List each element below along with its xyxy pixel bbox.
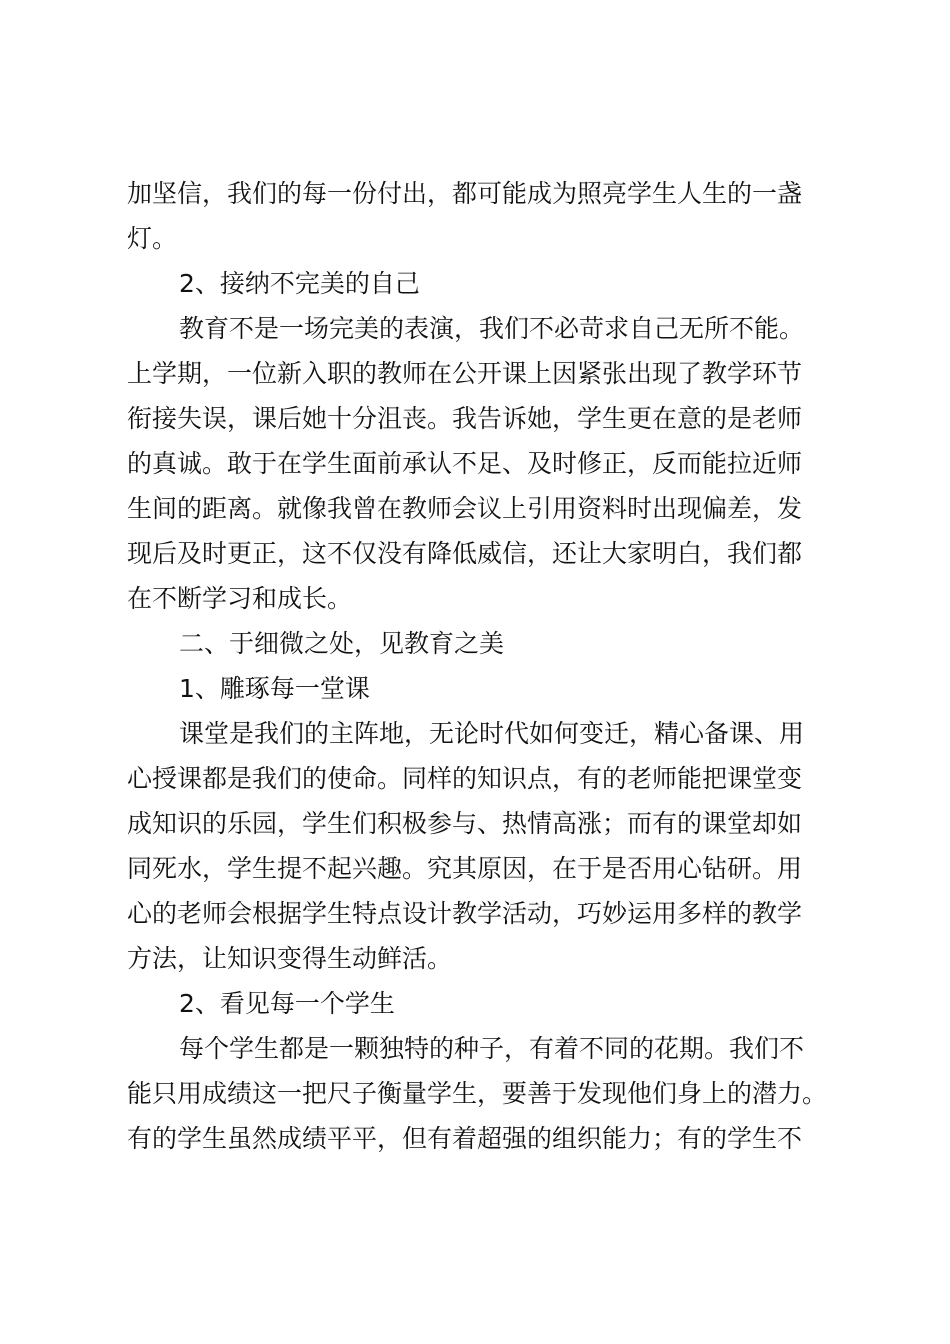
paragraph-line: 有的学生虽然成绩平平，但有着超强的组织能力；有的学生不	[127, 1124, 803, 1153]
section-heading: 二、于细微之处，见教育之美	[179, 629, 505, 658]
paragraph-line: 教育不是一场完美的表演，我们不必苛求自己无所不能。	[179, 314, 805, 343]
paragraph-line: 课堂是我们的主阵地，无论时代如何变迁，精心备课、用	[179, 719, 805, 748]
paragraph-line: 同死水，学生提不起兴趣。究其原因，在于是否用心钻研。用	[127, 854, 803, 883]
paragraph-line: 灯。	[127, 224, 178, 253]
paragraph-line: 加坚信，我们的每一份付出，都可能成为照亮学生人生的一盏	[127, 179, 803, 208]
paragraph-line: 现后及时更正，这不仅没有降低威信，还让大家明白，我们都	[127, 539, 803, 568]
paragraph-line: 的真诚。敢于在学生面前承认不足、及时修正，反而能拉近师	[127, 449, 803, 478]
section-subheading: 2、接纳不完美的自己	[179, 269, 420, 298]
paragraph-line: 能只用成绩这一把尺子衡量学生，要善于发现他们身上的潜力。	[127, 1079, 828, 1108]
section-subheading: 1、雕琢每一堂课	[179, 674, 370, 703]
paragraph-line: 每个学生都是一颗独特的种子，有着不同的花期。我们不	[179, 1034, 805, 1063]
paragraph-line: 上学期，一位新入职的教师在公开课上因紧张出现了教学环节	[127, 359, 803, 388]
paragraph-line: 生间的距离。就像我曾在教师会议上引用资料时出现偏差，发	[127, 494, 803, 523]
paragraph-line: 方法，让知识变得生动鲜活。	[127, 944, 453, 973]
paragraph-line: 心授课都是我们的使命。同样的知识点，有的老师能把课堂变	[127, 764, 803, 793]
section-subheading: 2、看见每一个学生	[179, 989, 395, 1018]
document-body	[127, 171, 847, 1161]
paragraph-line: 成知识的乐园，学生们积极参与、热情高涨；而有的课堂却如	[127, 809, 803, 838]
paragraph-line: 心的老师会根据学生特点设计教学活动，巧妙运用多样的教学	[127, 899, 803, 928]
paragraph-line: 衔接失误，课后她十分沮丧。我告诉她，学生更在意的是老师	[127, 404, 803, 433]
paragraph-line: 在不断学习和成长。	[127, 584, 353, 613]
